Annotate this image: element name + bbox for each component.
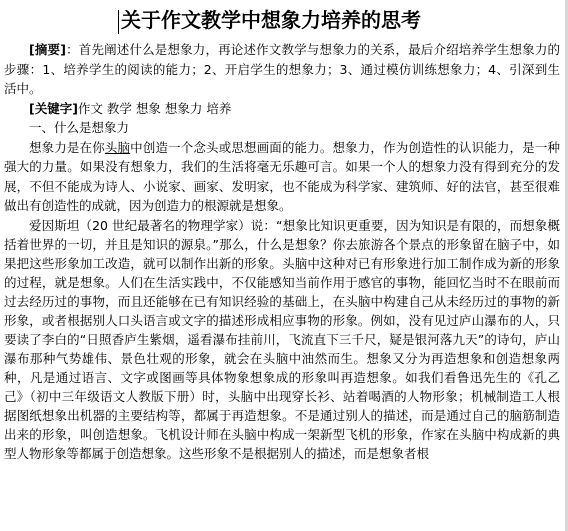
body-paragraph-2: 爱因斯坦（20 世纪最著名的物理学家）说：“想象比知识更重要，因为知识是有限的，而想象概括着世界的一切，并且是知识的源泉。”那么，什么是想象？你去旅游各个景点的形象留在脑子中，如果把这些形象加工改造，就可以制作出新的形象。头脑中这种对已有形象进行加工制作成为新的形象的过程，就是想象。人们在生活实践中，不仅能感知当前作用于感官的事物，能回忆当时不在眼前而过去经历过的事物，而且还能够在已有知识经验的基础上，在头脑中构建自己从未经历过的事物的新形象，或者根据别人口头语言或文字的描述形成相应事物的形象。例如，没有见过庐山瀑布的人，只要读了李白的“日照香庐生紫烟，遥看瀑布挂前川，飞流直下三千尺，疑是银河落九天”的诗句，庐山瀑布那种气势雄伟、景色壮观的形象，就会在头脑中油然而生。想象又分为再造想象和创造想象两种，凡是通过语言、文字或图画等具体物象想象成的形象叫再造想象。如我们看鲁迅先生的《孔乙己》（初中三年级语文人教版下册）时，头脑中出现穿长衫、站着喝酒的人物形象；机械制造工人根据图纸想象出机器的主要结构等，都属于再造想象。不是通过别人的描述，而是通过自己的脑筋制造出来的形象，叫创造想象。飞机设计师在头脑中构成一架新型飞机的形象，作家在头脑中构成新的典型人物形象等都属于创造想象。这些形象不是根据别人的描述，而是想象者根: [4, 217, 560, 461]
section-heading: 一、什么是想象力: [29, 120, 130, 135]
body-paragraph-1: [4, 138, 560, 216]
keywords-paragraph: [4, 99, 560, 119]
document-body: [4, 40, 560, 463]
paragraph-1-part-b: 中创造一个念头或思想画面的能力。想象力，作为创造性的认识能力，是一种强大的力量。如果没有想象力，我们的生活将毫无乐趣可言。如果一个人的想象力没有得到充分的发展，不但不能成为诗人、小说家、画家、发明家，也不能成为科学家、建筑师、好的法官，甚至很难做出有创造性的成就，因为创造力的根源就是想象。: [4, 139, 560, 213]
keywords-label: [关键字]: [29, 100, 78, 116]
title-text: 关于作文教学中想象力培养的思考: [121, 8, 421, 32]
document-title: [118, 6, 421, 34]
abstract-label: [摘要]: [29, 42, 66, 57]
abstract-paragraph: [4, 40, 560, 99]
text-cursor: [118, 10, 119, 34]
paragraph-1-part-a: 想象力是在你: [29, 139, 105, 155]
brain-word: 头脑: [104, 139, 131, 155]
keywords-text: 作文 教学 想象 想象力 培养: [77, 100, 232, 116]
abstract-text: ：首先阐述什么是想象力，再论述作文教学与想象力的关系，最后介绍培养学生想象力的步骤：1、培养学生的阅读的能力；2、开启学生的想象力；3、通过模仿训练想象力；4、引深到生活中。: [4, 42, 560, 96]
